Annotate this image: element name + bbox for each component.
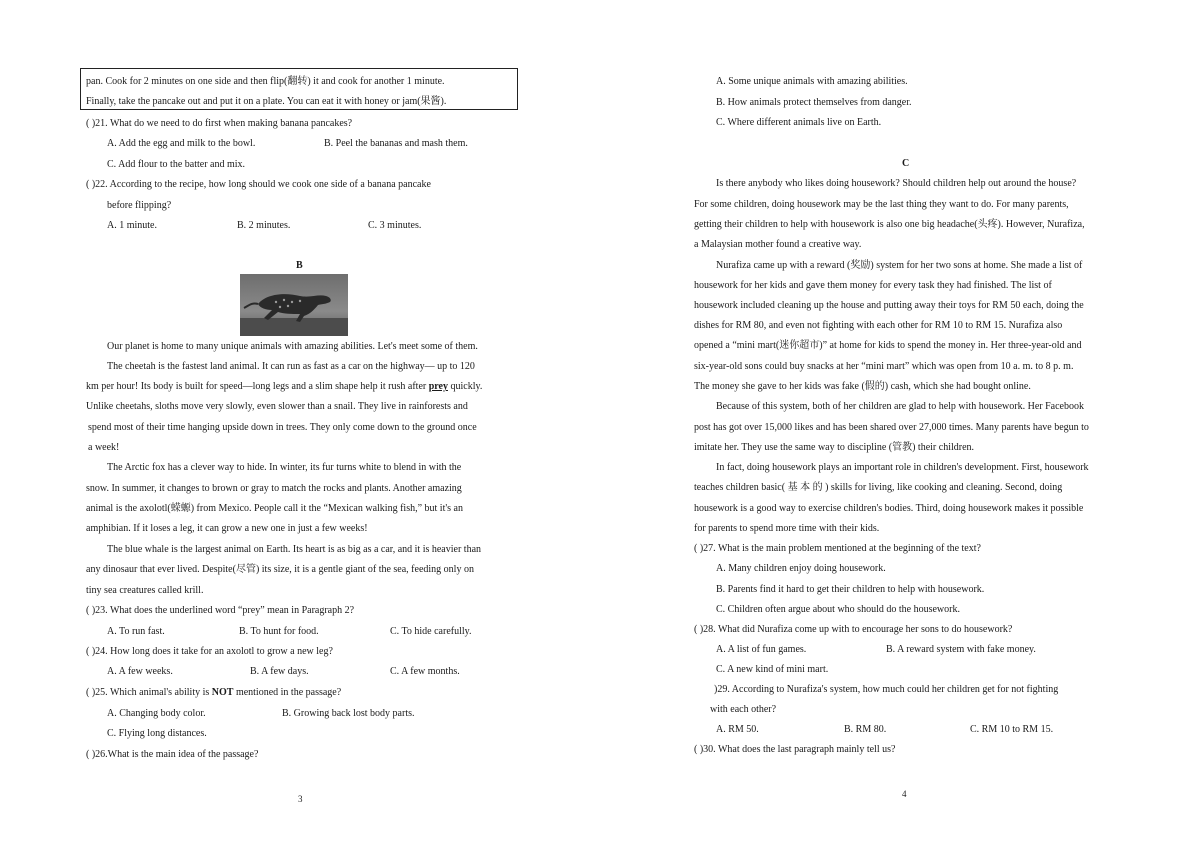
q26-option-b: B. How animals protect themselves from danger. — [716, 97, 912, 108]
recipe-line-2: Finally, take the pancake out and put it on a plate. You can eat it with honey or jam(果酱). — [86, 96, 447, 107]
q22-option-a: A. 1 minute. — [107, 220, 157, 231]
page-number-right: 4 — [902, 789, 907, 799]
q29-stem: )29. According to Nurafiza's system, how much could her children get for not fighting — [714, 684, 1059, 695]
passage-c-line: teaches children basic( 基 本 的 ) skills for living, like cooking and cleaning. Second, doing — [694, 482, 1063, 493]
q26-stem: ( )26.What is the main idea of the passage? — [86, 749, 259, 760]
passage-c-line: In fact, doing housework plays an important role in children's development. First, housework — [716, 462, 1089, 473]
q27-option-c: C. Children often argue about who should do the housework. — [716, 604, 960, 615]
q23-option-b: B. To hunt for food. — [239, 626, 319, 637]
q21-option-c: C. Add flour to the batter and mix. — [107, 159, 246, 170]
passage-c-line: Nurafiza came up with a reward (奖励) system for her two sons at home. She made a list of — [716, 260, 1083, 271]
passage-c-line: dishes for RM 80, and even not fighting with each other for RM 10 to RM 15. Nurafiza also — [694, 320, 1063, 331]
q25-option-b: B. Growing back lost body parts. — [282, 708, 415, 719]
passage-c-line: opened a “mini mart(迷你超市)” at home for kids to spend the money in. Her three-year-old and — [694, 340, 1082, 351]
q25-option-c: C. Flying long distances. — [107, 728, 207, 739]
passage-b-line: km per hour! Its body is built for speed—long legs and a slim shape help it rush after prey quickly. — [86, 381, 483, 392]
q27-stem: ( )27. What is the main problem mentioned at the beginning of the text? — [694, 543, 981, 554]
passage-c-line: housework included cleaning up the house and putting away their toys for RM 50 each, doing the — [694, 300, 1084, 311]
page-number-left: 3 — [298, 794, 303, 804]
q22-stem: ( )22. According to the recipe, how long should we cook one side of a banana pancake — [86, 179, 431, 190]
passage-b-line: The cheetah is the fastest land animal. It can run as fast as a car on the highway— up to 120 — [107, 361, 475, 372]
passage-b-line: spend most of their time hanging upside down in trees. They only come down to the ground once — [88, 422, 477, 433]
passage-c-line: getting their children to help with housework is also one big headache(头疼). However, Nurafiza, — [694, 219, 1085, 230]
passage-c-line: For some children, doing housework may be the last thing they want to do. For many parents, — [694, 199, 1069, 210]
passage-c-line: post has got over 15,000 likes and has been shared over 27,000 times. Many parents have begun to — [694, 422, 1089, 433]
q23-option-a: A. To run fast. — [107, 626, 165, 637]
q24-option-a: A. A few weeks. — [107, 666, 173, 677]
q24-option-b: B. A few days. — [250, 666, 309, 677]
q22-option-c: C. 3 minutes. — [368, 220, 422, 231]
passage-c-line: The money she gave to her kids was fake (假的) cash, which she had bought online. — [694, 381, 1031, 392]
recipe-line-1: pan. Cook for 2 minutes on one side and then flip(翻转) it and cook for another 1 minute. — [86, 76, 445, 87]
q24-stem: ( )24. How long does it take for an axolotl to grow a new leg? — [86, 646, 333, 657]
passage-b-line: a week! — [88, 442, 120, 453]
q27-option-a: A. Many children enjoy doing housework. — [716, 563, 886, 574]
q28-option-a: A. A list of fun games. — [716, 644, 807, 655]
q24-option-c: C. A few months. — [390, 666, 460, 677]
q21-stem: ( )21. What do we need to do first when making banana pancakes? — [86, 118, 353, 129]
q28-option-b: B. A reward system with fake money. — [886, 644, 1036, 655]
passage-b-line: tiny sea creatures called krill. — [86, 585, 204, 596]
passage-c-line: imitate her. They use the same way to discipline (管教) their children. — [694, 442, 975, 453]
section-c-heading: C — [902, 158, 910, 169]
passage-b-line: animal is the axolotl(蝾螈) from Mexico. People call it the “Mexican walking fish,” but it's an — [86, 503, 463, 514]
passage-b-line: Unlike cheetahs, sloths move very slowly, even slower than a snail. They live in rainforests and — [86, 401, 468, 412]
passage-c-line: a Malaysian mother found a creative way. — [694, 239, 862, 250]
passage-b-line: Our planet is home to many unique animals with amazing abilities. Let's meet some of them. — [107, 341, 478, 352]
passage-c-line: Because of this system, both of her children are glad to help with housework. Her Facebook — [716, 401, 1084, 412]
underlined-word-prey: prey — [428, 381, 448, 392]
q27-option-b: B. Parents find it hard to get their children to help with housework. — [716, 584, 985, 595]
q22-option-b: B. 2 minutes. — [237, 220, 291, 231]
passage-c-line: housework for her kids and gave them money for every task they had finished. The list of — [694, 280, 1052, 291]
passage-b-line: The Arctic fox has a clever way to hide. In winter, its fur turns white to blend in with the — [107, 462, 462, 473]
passage-c-line: housework is a good way to exercise children's bodies. Third, doing housework makes it possible — [694, 503, 1084, 514]
q22-stem-cont: before flipping? — [107, 200, 172, 211]
cheetah-photo — [240, 274, 348, 336]
q26-option-c: C. Where different animals live on Earth. — [716, 117, 882, 128]
passage-c-line: six-year-old sons could buy snacks at her “mini mart” which was open from 10 a. m. to 8 p. m. — [694, 361, 1074, 372]
q29-option-c: C. RM 10 to RM 15. — [970, 724, 1054, 735]
q29-stem-cont: with each other? — [710, 704, 777, 715]
passage-b-line: amphibian. If it loses a leg, it can grow a new one in just a few weeks! — [86, 523, 368, 534]
q23-option-c: C. To hide carefully. — [390, 626, 472, 637]
passage-c-line: for parents to spend more time with their kids. — [694, 523, 880, 534]
q29-option-b: B. RM 80. — [844, 724, 887, 735]
q25-stem: ( )25. Which animal's ability is NOT mentioned in the passage? — [86, 687, 342, 698]
section-b-heading: B — [296, 260, 303, 271]
q25-option-a: A. Changing body color. — [107, 708, 206, 719]
q28-stem: ( )28. What did Nurafiza come up with to encourage her sons to do housework? — [694, 624, 1013, 635]
passage-b-line: any dinosaur that ever lived. Despite(尽管) its size, it is a gentle giant of the sea, feeding only on — [86, 564, 474, 575]
passage-b-line: The blue whale is the largest animal on Earth. Its heart is as big as a car, and it is heavier than — [107, 544, 482, 555]
q29-option-a: A. RM 50. — [716, 724, 759, 735]
q26-option-a: A. Some unique animals with amazing abilities. — [716, 76, 908, 87]
q21-option-b: B. Peel the bananas and mash them. — [324, 138, 468, 149]
q28-option-c: C. A new kind of mini mart. — [716, 664, 829, 675]
q30-stem: ( )30. What does the last paragraph mainly tell us? — [694, 744, 896, 755]
passage-b-line: snow. In summer, it changes to brown or gray to match the rocks and plants. Another amazing — [86, 483, 462, 494]
q21-option-a: A. Add the egg and milk to the bowl. — [107, 138, 256, 149]
passage-c-line: Is there anybody who likes doing housework? Should children help out around the house? — [716, 178, 1077, 189]
q23-stem: ( )23. What does the underlined word “prey” mean in Paragraph 2? — [86, 605, 355, 616]
